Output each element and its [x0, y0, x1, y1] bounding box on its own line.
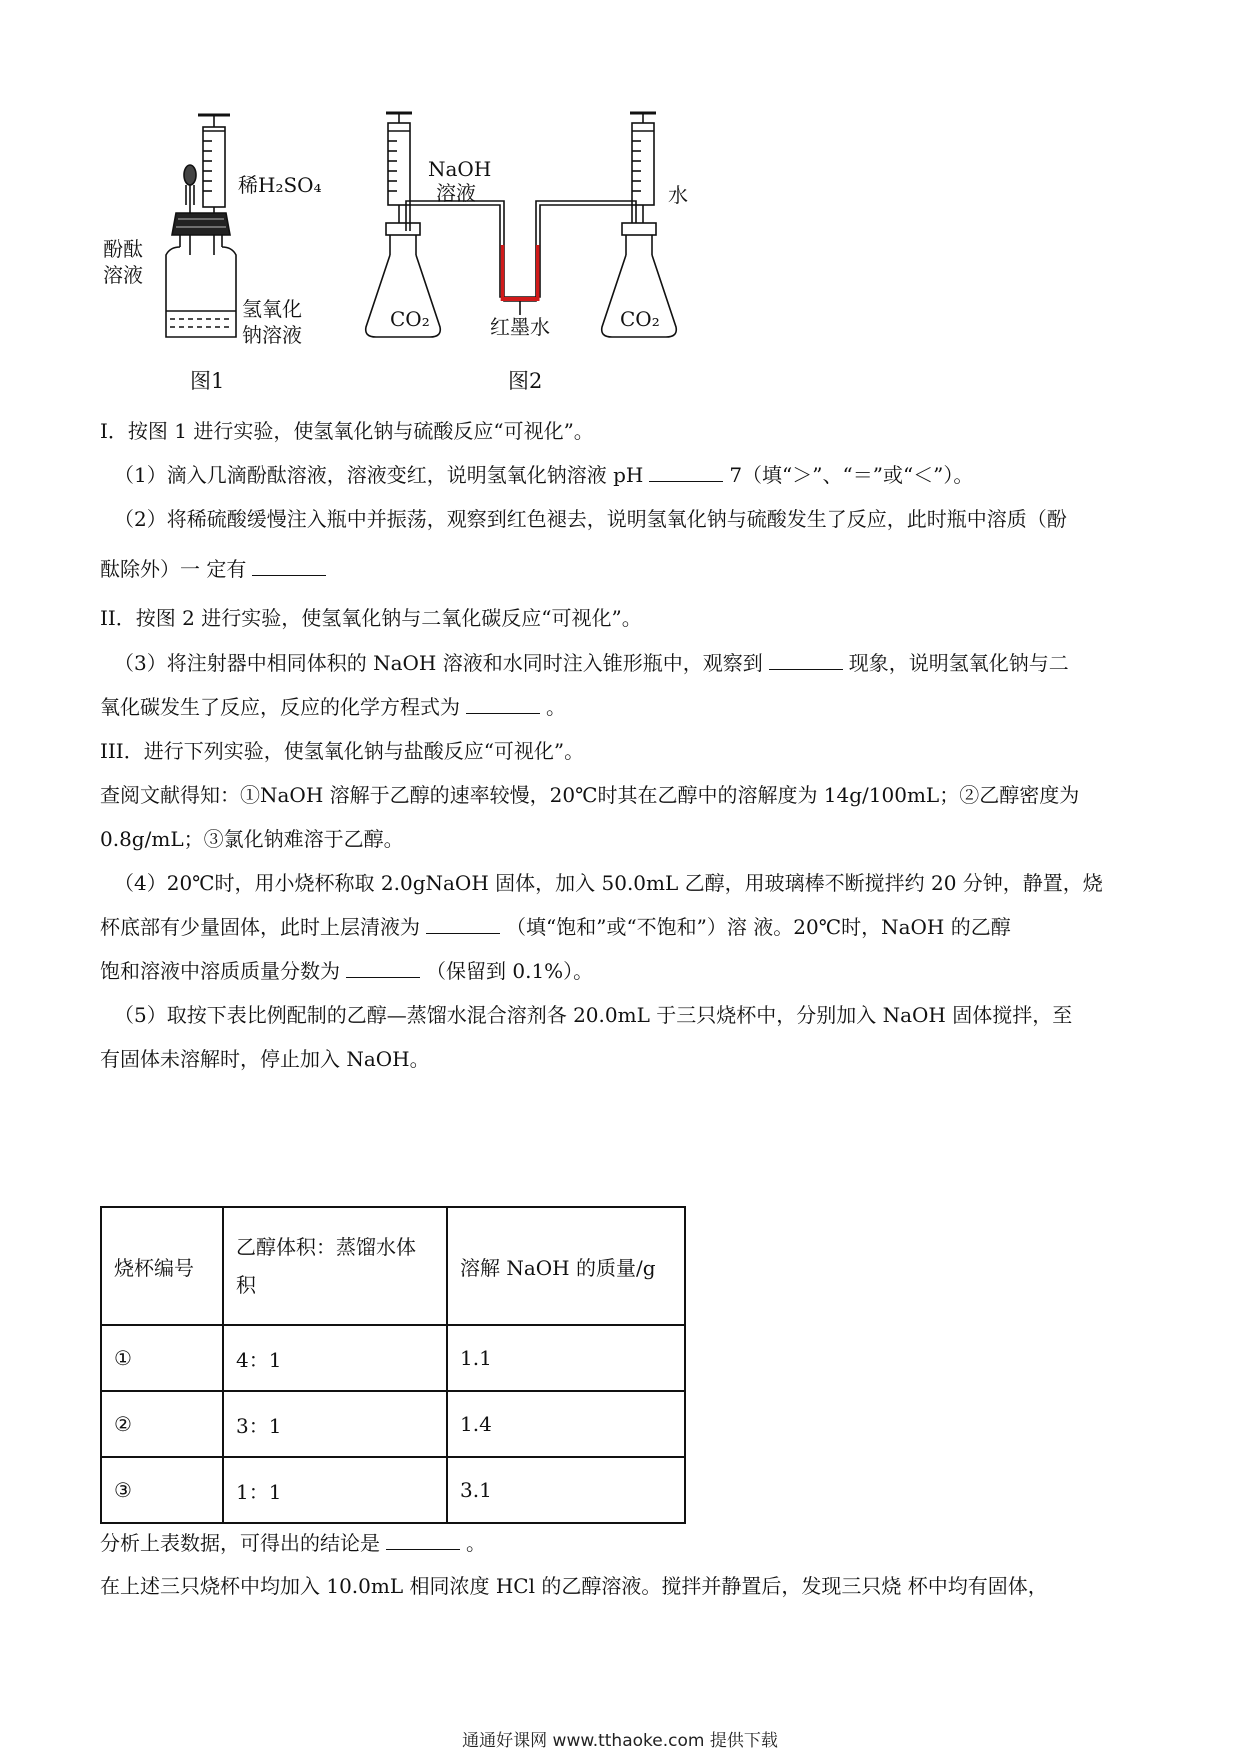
fig1-base-label-1: 氢氧化 [242, 297, 302, 321]
answer-blank[interactable] [426, 915, 500, 934]
fig1-base-label-2: 钠溶液 [242, 323, 302, 347]
fig2-naoh-label-2: 溶液 [436, 181, 476, 205]
answer-blank[interactable] [252, 557, 326, 576]
solubility-table [100, 1206, 686, 1524]
table-cell: ③ [101, 1457, 223, 1523]
question-4-line1: （4）20℃时，用小烧杯称取 2.0gNaOH 固体，加入 50.0mL 乙醇，用玻璃棒不断搅拌约 20 分钟，静置，烧 [114, 871, 1103, 895]
question-2-line1: （2）将稀硫酸缓慢注入瓶中并振荡，观察到红色褪去，说明氢氧化钠与硫酸发生了反应，此时瓶中溶质（酚 [114, 507, 1067, 531]
answer-blank[interactable] [649, 463, 723, 482]
answer-blank[interactable] [769, 651, 843, 670]
table-cell: 1.4 [447, 1391, 685, 1457]
fig2-co2-left: CO₂ [390, 307, 430, 331]
table-header-cell: 烧杯编号 [101, 1207, 223, 1325]
fig1-indicator-label-2: 溶液 [103, 263, 143, 287]
answer-blank[interactable] [466, 695, 540, 714]
fig1-caption: 图1 [190, 369, 225, 393]
table-cell: 3.1 [447, 1457, 685, 1523]
answer-blank[interactable] [386, 1531, 460, 1550]
table-row [101, 1457, 685, 1523]
question-1 [114, 462, 1138, 488]
literature-line1: 查阅文献得知：①NaOH 溶解于乙醇的速率较慢，20℃时其在乙醇中的溶解度为 14g/100mL；②乙醇密度为 [100, 783, 1080, 807]
fig2-water-label: 水 [668, 183, 688, 207]
table-header-cell: 溶解 NaOH 的质量/g [447, 1207, 685, 1325]
q3-text-a: （3）将注射器中相同体积的 NaOH 溶液和水同时注入锥形瓶中，观察到 [114, 651, 763, 675]
q4-text-a: 杯底部有少量固体，此时上层清液为 [100, 915, 420, 939]
fig1-indicator-label-1: 酚酞 [103, 237, 143, 261]
table-cell: 3：1 [223, 1391, 447, 1457]
figure2-apparatus [366, 113, 677, 337]
table-cell: ① [101, 1325, 223, 1391]
table-header-cell [223, 1207, 447, 1325]
table-cell: ② [101, 1391, 223, 1457]
table-row [101, 1391, 685, 1457]
analysis-line [100, 1530, 1124, 1556]
q3-text-b: 现象，说明氢氧化钠与二 [848, 651, 1069, 675]
question-3-line1 [114, 650, 1138, 676]
q4-text-b: （填“饱和”或“不饱和”）溶 液。20℃时，NaOH 的乙醇 [506, 915, 1011, 939]
analysis-text: 分析上表数据，可得出的结论是 [100, 1531, 380, 1555]
question-4-line3 [100, 958, 1124, 984]
fig1-acid-label: 稀H₂SO₄ [238, 173, 322, 197]
question-5-line2: 有固体未溶解时，停止加入 NaOH。 [100, 1047, 430, 1071]
q3-text-end: 。 [546, 695, 566, 719]
question-5-line1: （5）取按下表比例配制的乙醇—蒸馏水混合溶剂各 20.0mL 于三只烧杯中，分别加入 NaOH 固体搅拌，至 [114, 1003, 1073, 1027]
header-col2-line2: 积 [236, 1273, 256, 1297]
table-cell: 1：1 [223, 1457, 447, 1523]
red-ink [501, 245, 540, 301]
table-cell: 1.1 [447, 1325, 685, 1391]
answer-blank[interactable] [346, 959, 420, 978]
header-col2-line1: 乙醇体积：蒸馏水体 [236, 1235, 416, 1259]
fig2-ink-label: 红墨水 [490, 315, 550, 339]
q1-text-b: 7（填“＞”、“＝”或“＜”）。 [729, 463, 974, 487]
page-footer: 通通好课网 www.tthaoke.com 提供下载 [462, 1731, 778, 1751]
q4-text-d: （保留到 0.1%）。 [426, 959, 594, 983]
fig2-naoh-label-1: NaOH [428, 157, 492, 181]
final-line: 在上述三只烧杯中均加入 10.0mL 相同浓度 HCl 的乙醇溶液。搅拌并静置后，发现三只烧 杯中均有固体， [100, 1574, 1048, 1598]
table-header-row [101, 1207, 685, 1325]
analysis-end: 。 [466, 1531, 486, 1555]
question-4-line2 [100, 914, 1124, 940]
section-2-heading: II．按图 2 进行实验，使氢氧化钠与二氧化碳反应“可视化”。 [100, 606, 642, 630]
q1-text-a: （1）滴入几滴酚酞溶液，溶液变红，说明氢氧化钠溶液 pH [114, 463, 644, 487]
question-2-line2 [100, 556, 1124, 582]
figure1-apparatus [166, 115, 236, 337]
q4-text-c: 饱和溶液中溶质质量分数为 [100, 959, 340, 983]
q3-text-c: 氧化碳发生了反应，反应的化学方程式为 [100, 695, 460, 719]
fig2-caption: 图2 [508, 369, 543, 393]
q2-text: 酞除外）一 定有 [100, 557, 247, 581]
section-1-heading: I．按图 1 进行实验，使氢氧化钠与硫酸反应“可视化”。 [100, 419, 594, 443]
question-3-line2 [100, 694, 1124, 720]
fig2-co2-right: CO₂ [620, 307, 660, 331]
literature-line2: 0.8g/mL；③氯化钠难溶于乙醇。 [100, 827, 404, 851]
section-3-heading: III．进行下列实验，使氢氧化钠与盐酸反应“可视化”。 [100, 739, 585, 763]
table-row [101, 1325, 685, 1391]
table-cell: 4：1 [223, 1325, 447, 1391]
